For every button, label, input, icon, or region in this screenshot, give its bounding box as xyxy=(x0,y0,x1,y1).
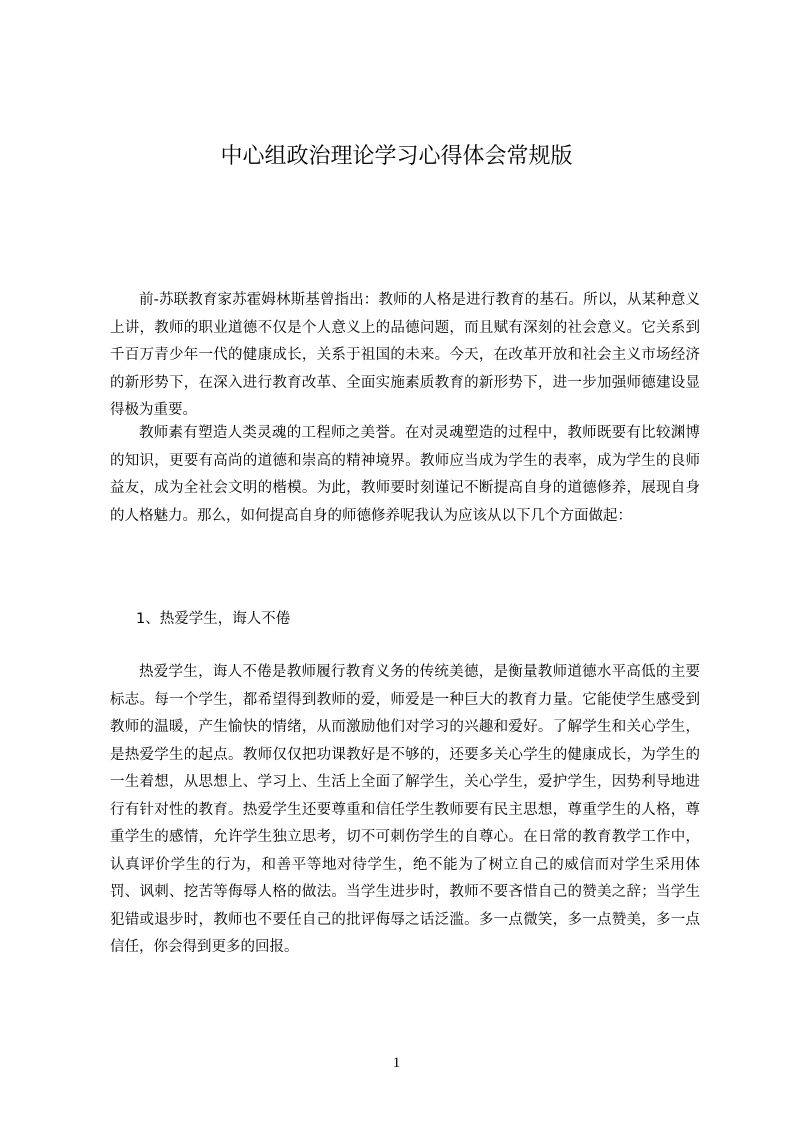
section-heading: 1、热爱学生，诲人不倦 xyxy=(136,611,291,627)
page-number: 1 xyxy=(392,1055,401,1071)
paragraph-section-body: 热爱学生，诲人不倦是教师履行教育义务的传统美德，是衡量教师道德水平高低的主要标志。每一个学生，都希望得到教师的爱，师爱是一种巨大的教育力量。它能使学生感受到教师的温暖，产生愉快的情绪，从而激励他们对学习的兴趣和爱好。了解学生和关心学生，是热爱学生的起点。教师仅仅把功课教好是不够的，还要多关心学生的健康成长，为学生的一生着想，从思想上、学习上、生活上全面了解学生，关心学生，爱护学生，因势利导地进行有针对性的教育。热爱学生还要尊重和信任学生教师要有民主思想，尊重学生的人格，尊重学生的感情，允许学生独立思考，切不可刺伤学生的自尊心。在日常的教育教学工作中，认真评价学生的行为，和善平等地对待学生，绝不能为了树立自己的威信而对学生采用体罚、讽刺、挖苦等侮辱人格的做法。当学生进步时，教师不要吝惜自己的赞美之辞；当学生犯错或退步时，教师也不要任自己的批评侮辱之话泛滥。多一点微笑，多一点赞美，多一点信任，你会得到更多的回报。 xyxy=(110,664,700,955)
paragraph-intro: 前-苏联教育家苏霍姆林斯基曾指出：教师的人格是进行教育的基石。所以，从某种意义上讲，教师的职业道德不仅是个人意义上的品德问题，而且赋有深刻的社会意义。它关系到千百万青少年一代的健康成长，关系于祖国的未来。今天，在改革开放和社会主义市场经济的新形势下，在深入进行教育改革、全面实施素质教育的新形势下，进一步加强师德建设显得极为重要。 xyxy=(110,292,700,418)
paragraph-teacher-role: 教师素有塑造人类灵魂的工程师之美誉。在对灵魂塑造的过程中，教师既要有比较渊博的知识，更要有高尚的道德和崇高的精神境界。教师应当成为学生的表率，成为学生的良师益友，成为全社会文明的楷模。为此，教师要时刻谨记不断提高自身的道德修养，展现自身的人格魅力。那么，如何提高自身的师德修养呢我认为应该从以下几个方面做起： xyxy=(110,425,700,524)
page-title: 中心组政治理论学习心得体会常规版 xyxy=(220,144,573,169)
